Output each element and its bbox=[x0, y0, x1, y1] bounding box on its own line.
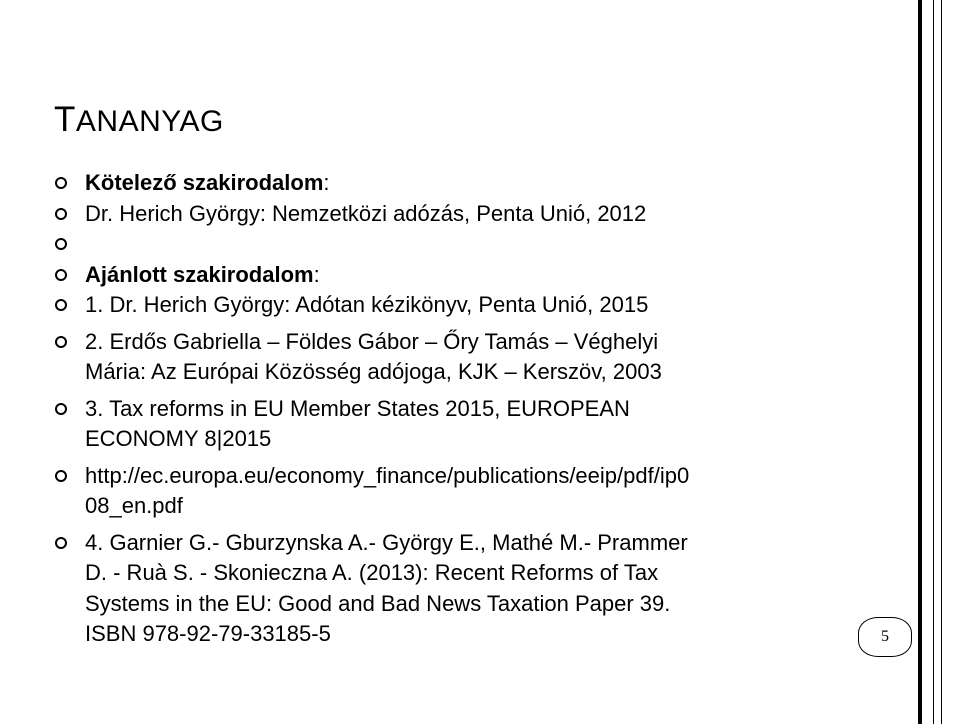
literature-list bbox=[54, 168, 814, 650]
ring-bullet-icon bbox=[54, 335, 68, 349]
ring-bullet-icon bbox=[54, 176, 68, 190]
ring-bullet-icon bbox=[54, 536, 68, 550]
list-item: Kötelező szakirodalom: bbox=[54, 168, 814, 199]
list-item: Ajánlott szakirodalom: bbox=[54, 260, 814, 291]
decorative-bar-thin bbox=[933, 0, 934, 724]
list-item: 1. Dr. Herich György: Adótan kézikönyv, Penta Unió, 2015 bbox=[54, 290, 814, 321]
ring-bullet-icon bbox=[54, 237, 68, 251]
decorative-bar-thick bbox=[918, 0, 922, 724]
list-item: 2. Erdős Gabriella – Földes Gábor – Őry Tamás – Véghelyi Mária: Az Európai Közösség adójoga, KJK – Kerszöv, 2003 bbox=[54, 327, 814, 388]
ring-bullet-icon bbox=[54, 402, 68, 416]
page-number-badge: 5 bbox=[858, 617, 912, 657]
list-item: http://ec.europa.eu/economy_finance/publications/eeip/pdf/ip0 08_en.pdf bbox=[54, 461, 814, 522]
list-item: 3. Tax reforms in EU Member States 2015, EUROPEAN ECONOMY 8|2015 bbox=[54, 394, 814, 455]
ring-bullet-icon bbox=[54, 268, 68, 282]
decorative-bar-thin bbox=[941, 0, 942, 724]
ring-bullet-icon bbox=[54, 298, 68, 312]
ring-bullet-icon bbox=[54, 469, 68, 483]
list-item bbox=[54, 229, 814, 260]
list-item: Dr. Herich György: Nemzetközi adózás, Penta Unió, 2012 bbox=[54, 199, 814, 230]
list-item: 4. Garnier G.- Gburzynska A.- György E., Mathé M.- Prammer D. - Ruà S. - Skonieczna A. (2013): Recent Reforms of Tax Systems in the EU: Good and Bad News Taxation Paper 39. ISBN 978-92-79-33185-5 bbox=[54, 528, 814, 650]
ring-bullet-icon bbox=[54, 207, 68, 221]
slide-title: TANANYAG bbox=[54, 100, 224, 139]
